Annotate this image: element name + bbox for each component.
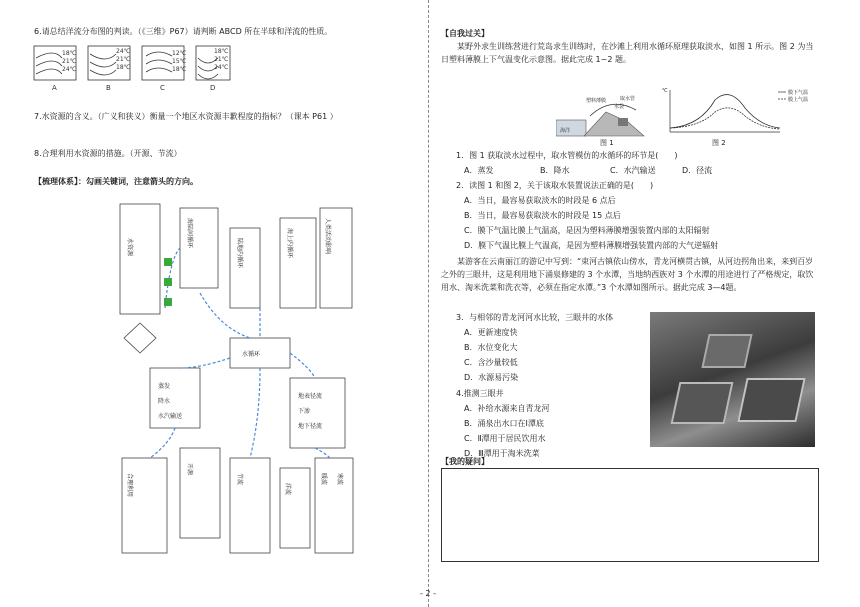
pool-1: [701, 334, 752, 368]
question-1: 1．图 1 获取淡水过程中，取水管模仿的水循环的环节是( ): [456, 151, 678, 160]
q3-option-d: D．水源易污染: [464, 373, 519, 382]
question-2: 2．读图 1 和图 2，关于该取水装置说法正确的是( ): [456, 181, 654, 190]
series-above-film: [670, 108, 780, 129]
mind-map-node-label: 海陆间循环: [186, 218, 193, 249]
current-letter-c: C: [160, 84, 165, 92]
pool-3: [737, 378, 805, 422]
question-8: 8.合理利用水资源的措施。（开源、节流）: [34, 149, 182, 158]
question-answer-box[interactable]: [441, 468, 819, 562]
mind-map-node-label: 水循环: [242, 351, 261, 358]
mind-map-node-label: 节流: [236, 473, 243, 486]
self-check-title: 【自我过关】: [441, 29, 489, 38]
temp-label: 12℃: [172, 50, 187, 57]
legend-below: 膜下气温: [788, 90, 809, 96]
q1-option-b: B．降水: [540, 166, 570, 175]
mind-map-diagram: [110, 198, 360, 563]
q2-option-b: B．当日，最容易获取淡水的时段是 15 点后: [464, 211, 621, 220]
mind-map-node-label: 合理利用: [126, 473, 133, 498]
current-letter-a: A: [52, 84, 57, 92]
temp-label: 21℃: [116, 56, 131, 63]
temp-label: 18℃: [116, 64, 131, 71]
three-eye-well-photo: [650, 312, 815, 447]
q4-option-d: D．Ⅲ潭用于淘米洗菜: [464, 449, 540, 458]
q2-option-d: D．膜下气温比膜上气温高，是因为塑料薄膜增强装置内部的大气逆辐射: [464, 241, 719, 250]
mind-map-node-label: 寒流: [336, 473, 343, 486]
mind-map-node-label: 降水: [158, 398, 171, 405]
figure-1-diagram: [556, 92, 646, 138]
mind-map-node-label: 水资源: [126, 238, 133, 257]
system-title: 【梳理体系】：勾画关键词，注意箭头的方向。: [34, 177, 198, 186]
question-4: 4.推测三眼井: [456, 389, 504, 398]
fig2-unit: ℃: [662, 88, 668, 94]
mind-map-node-label: 蒸发: [158, 383, 171, 390]
mind-map-node-label: 暖流: [320, 473, 327, 486]
question-3: 3．与相邻的青龙河河水比较，三眼井的水体: [456, 313, 614, 322]
q3-option-a: A．更新速度快: [464, 328, 518, 337]
temp-label: 18℃: [214, 48, 229, 55]
temp-label: 24℃: [116, 48, 131, 55]
mind-map-node-label: 地表径流: [298, 393, 323, 400]
temp-label: 24℃: [214, 64, 229, 71]
fig1-label-bag: 水袋: [614, 104, 625, 110]
mind-map-node-label: 下渗: [298, 408, 311, 415]
mind-map-node-label: 海上内循环: [286, 228, 293, 259]
intro-paragraph: 某野外求生训练营进行荒岛求生训练时，在沙滩上利用水循环原理获取淡水，如图 1 所示。图 2 为当日塑料薄膜上下气温变化示意图。据此完成 1~2 题。: [441, 42, 814, 64]
q1-option-d: D．径流: [682, 166, 713, 175]
my-questions-title: 【我的疑问】: [441, 457, 489, 466]
temp-label: 18℃: [62, 50, 77, 57]
current-letter-d: D: [210, 84, 216, 92]
series-below-film: [670, 95, 780, 128]
mind-map-node-label: 开源: [186, 463, 193, 476]
figure-2-caption: 图 2: [712, 139, 726, 147]
fig1-label-pipe: 取水管: [620, 96, 636, 102]
q3-option-c: C．含沙量较低: [464, 358, 518, 367]
page-number: - 2 -: [420, 589, 436, 598]
mind-map-node-label: 地下径流: [298, 423, 323, 430]
mind-map-node-label: 人类活动影响: [324, 218, 331, 255]
fig1-label-sea: 海洋: [560, 128, 571, 134]
fig1-label-film: 塑料薄膜: [586, 98, 607, 104]
q2-option-c: C．膜下气温比膜上气温高，是因为塑料薄膜增强装置内部的太阳辐射: [464, 226, 710, 235]
question-6: 6.请总结洋流分布图的判读。（《三维》P67）请判断 ABCD 所在半球和洋流的性质。: [34, 27, 333, 36]
passage-paragraph: 某游客在云南丽江的游记中写到：“束河古镇依山傍水，青龙河横贯古镇，从河边拐角出来，来到百岁之外的三眼井，这是利用地下涌泉修建的 3 个水潭，当地纳西族对 3 个水潭的用途进行了严格规定，取饮用水、淘米洗菜和洗衣等，必须在指定水潭。”3 个水潭如图所示。据此完成 3—4题。: [441, 257, 814, 292]
q4-option-a: A．补给水源来自青龙河: [464, 404, 550, 413]
q1-option-a: A．蒸发: [464, 166, 494, 175]
q3-option-b: B．水位变化大: [464, 343, 518, 352]
figure-2-diagram: [660, 86, 820, 140]
q4-option-b: B．涌泉出水口在Ⅰ潭底: [464, 419, 544, 428]
q1-option-c: C．水汽输送: [610, 166, 656, 175]
temp-label: 24℃: [62, 66, 77, 73]
mind-map-node-label: 洋流: [284, 483, 291, 496]
legend-above: 膜上气温: [788, 97, 809, 103]
temp-label: 21℃: [214, 56, 229, 63]
q2-option-a: A．当日，最容易获取淡水的时段是 6 点后: [464, 196, 616, 205]
temp-label: 18℃: [172, 66, 187, 73]
temp-label: 15℃: [172, 58, 187, 65]
mind-map-node-label: 陆地内循环: [236, 238, 243, 269]
mind-map-node-label: 水汽输送: [158, 413, 183, 420]
figure-1-caption: 图 1: [600, 139, 614, 147]
temp-label: 21℃: [62, 58, 77, 65]
left-column: [0, 0, 429, 607]
current-letter-b: B: [106, 84, 111, 92]
question-7: 7.水资源的含义。（广义和狭义）衡量一个地区水资源丰歉程度的指标？（课本 P61 ）: [34, 112, 338, 121]
pool-2: [671, 382, 734, 424]
q4-option-c: C．Ⅱ潭用于居民饮用水: [464, 434, 546, 443]
